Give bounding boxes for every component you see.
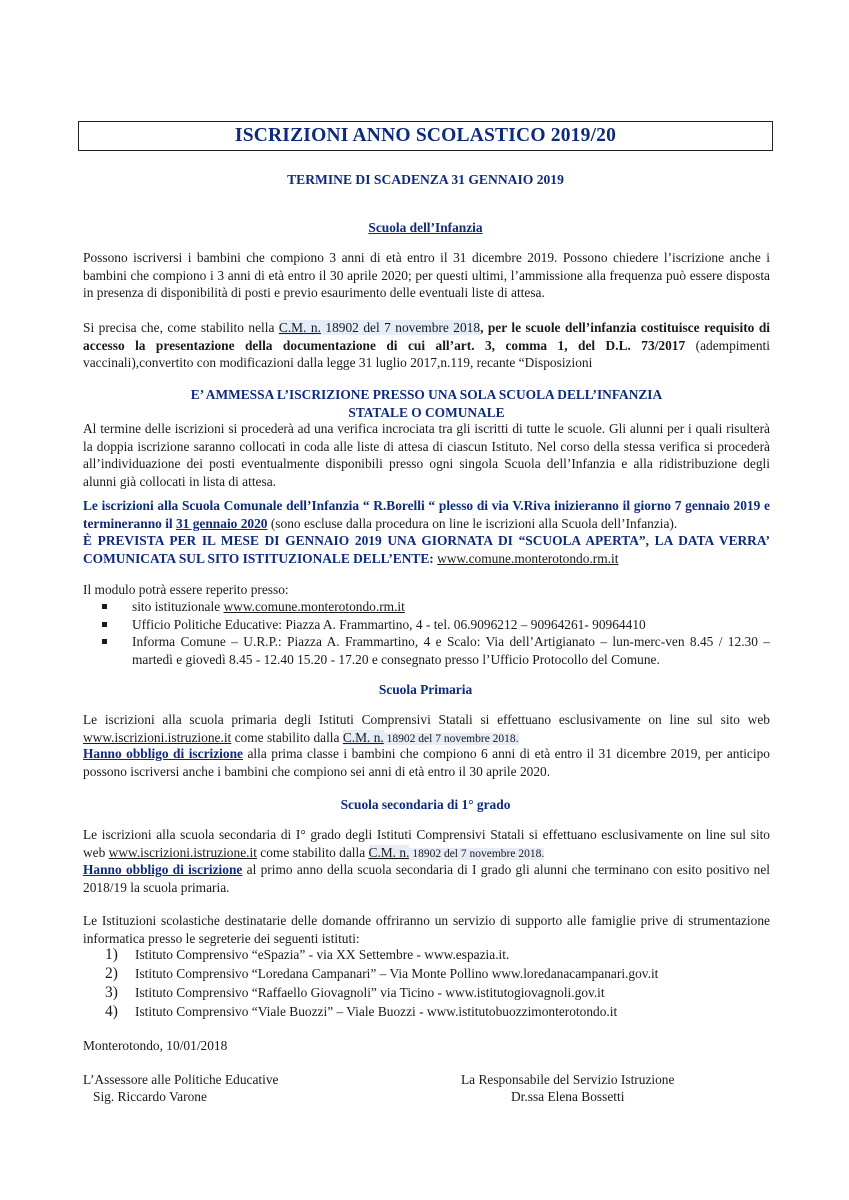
open-school-notice: È PREVISTA PER IL MESE DI GENNAIO 2019 UNA GIORNATA DI “SCUOLA APERTA”, LA DATA VERRA’ COMUNICATA SUL SITO ISTITUZIONALE DELL’ENTE: xyxy=(83,533,770,566)
item-text: sito istituzionale xyxy=(132,599,224,614)
infanzia-paragraph-vaccines xyxy=(83,319,770,372)
primaria-paragraph-online xyxy=(83,711,770,748)
list-item xyxy=(100,616,770,634)
iscrizioni-website-link[interactable]: www.iscrizioni.istruzione.it xyxy=(108,844,257,860)
infanzia-heading: Scuola dell’Infanzia xyxy=(368,220,483,235)
item-number: 3) xyxy=(105,984,118,1001)
square-bullet-icon xyxy=(102,604,107,609)
secondaria-paragraph-online xyxy=(83,826,770,863)
infanzia-paragraph-age: Possono iscriversi i bambini che compiono 3 anni di età entro il 31 dicembre 2019. Possono chiedere l’iscrizione anche i bambini che compiono i 3 anni di età entro il 30 aprile 2020; per questi ultimi, l’ammissione alla frequenza può essere disposta in presenza di disponibilità di posti e previo esaurimento delle eventuali liste di attesa. xyxy=(83,250,770,300)
signatory-role: La Responsabile del Servizio Istruzione xyxy=(461,1072,675,1087)
text-fragment: (adempimenti vaccinali),convertito con modificazioni dalla legge 31 luglio 2017,n.119, recante “Disposizioni xyxy=(83,337,770,370)
square-bullet-icon xyxy=(102,622,107,627)
circular-ref-number: 18902 del 7 novembre 2018 xyxy=(320,320,481,335)
title-box xyxy=(78,121,773,151)
text-fragment: alla prima classe i bambini che compiono 6 anni di età entro il 31 dicembre 2019, per anticipo possono iscriversi anche i bambini che compiono sei anni di età entro il 30 aprile 2020. xyxy=(83,746,770,779)
end-date: 31 gennaio 2020 xyxy=(175,515,268,531)
text-fragment: (sono escluse dalla procedura on line le iscrizioni alla Scuola dell’Infanzia). xyxy=(267,515,678,531)
borelli-paragraph xyxy=(83,497,770,567)
list-item xyxy=(100,633,770,668)
circular-ref-number: 18902 del 7 novembre 2018. xyxy=(383,732,519,745)
comune-website-link[interactable]: www.comune.monterotondo.rm.it xyxy=(223,599,405,614)
signatory-role: L’Assessore alle Politiche Educative xyxy=(83,1072,279,1087)
signatory-name: Dr.ssa Elena Bossetti xyxy=(511,1089,625,1104)
circular-ref: C.M. n. xyxy=(342,729,384,745)
item-text: Informa Comune – U.R.P.: Piazza A. Frammartino, 4 e Scalo: Via dell’Artigianato – lun-merc-ven 8.45 / 12.30 – martedì e giovedì 8.45 - 12.40 15.20 - 17.20 e consegnato presso l’Ufficio Protocollo del Comune. xyxy=(132,634,770,667)
secondaria-paragraph-obligation xyxy=(83,861,770,896)
institute-text: Istituto Comprensivo “Raffaello Giovagnoli” via Ticino - www.istitutogiovagnoli.gov.it xyxy=(135,985,605,1000)
vaccine-requirement: , per le scuole dell’infanzia costituisce requisito di accesso la presentazione della documentazione di cui all’art. 3, comma 1, del D.L. 73/2017 xyxy=(83,320,770,353)
text-fragment: Le iscrizioni alla scuola primaria degli Istituti Comprensivi Statali si effettuano esclusivamente on line sul sito web xyxy=(83,712,770,727)
infanzia-paragraph-verification: Al termine delle iscrizioni si procederà ad una verifica incrociata tra gli iscritti di tutte le scuole. Gli alunni per i quali risulterà la doppia iscrizione saranno collocati in coda alle liste di attesa di ciascun Istituto. Nel corso della stessa verifica si procederà all’individuazione dei posti eventualmente disponibili presso ogni singola Scuola dell’Infanzia e alla ridistribuzione degli alunni già collocati in lista di attesa. xyxy=(83,421,770,489)
notice-line: E’ AMMESSA L’ISCRIZIONE PRESSO UNA SOLA SCUOLA DELL’INFANZIA xyxy=(190,387,663,402)
item-number: 1) xyxy=(105,946,118,963)
deadline-subtitle: TERMINE DI SCADENZA 31 GENNAIO 2019 xyxy=(287,172,564,187)
document-title: ISCRIZIONI ANNO SCOLASTICO 2019/20 xyxy=(234,125,617,147)
support-paragraph: Le Istituzioni scolastiche destinatarie delle domande offriranno un servizio di supporto alle famiglie prive di strumentazione informatica presso le segreterie dei seguenti istituti: xyxy=(83,913,770,946)
institute-text: Istituto Comprensivo “eSpazia” - via XX Settembre - www.espazia.it. xyxy=(135,947,510,962)
signatory-name: Sig. Riccardo Varone xyxy=(93,1089,207,1104)
list-item xyxy=(105,983,770,1002)
obligation-label: Hanno obbligo di iscrizione xyxy=(83,862,243,877)
modulo-list xyxy=(100,598,770,668)
responsabile-signature-block xyxy=(461,1071,674,1105)
text-fragment: Si precisa che, come stabilito nella xyxy=(83,320,279,335)
item-text: Ufficio Politiche Educative: Piazza A. Frammartino, 4 - tel. 06.9096212 – 90964261- 90964410 xyxy=(132,616,646,632)
primaria-paragraph-obligation xyxy=(83,745,770,780)
text-fragment: Le iscrizioni alla scuola secondaria di I° grado degli Istituti Comprensivi Statali si effettuano esclusivamente on line sul sito web xyxy=(83,827,770,860)
institute-text: Istituto Comprensivo “Viale Buozzi” – Viale Buozzi - www.istitutobuozzimonterotondo.it xyxy=(135,1004,618,1019)
single-school-notice xyxy=(83,386,770,421)
secondaria-heading: Scuola secondaria di 1° grado xyxy=(340,797,511,812)
list-item xyxy=(105,945,770,964)
obligation-label: Hanno obbligo di iscrizione xyxy=(83,746,243,761)
iscrizioni-website-link[interactable]: www.iscrizioni.istruzione.it xyxy=(83,729,232,745)
square-bullet-icon xyxy=(102,639,107,644)
assessore-signature-block xyxy=(83,1071,278,1105)
notice-line: STATALE O COMUNALE xyxy=(348,404,505,420)
text-fragment: al primo anno della scuola secondaria di I grado gli alunni che terminano con esito positivo nel 2018/19 la scuola primaria. xyxy=(83,862,770,895)
list-item xyxy=(105,964,770,983)
primaria-heading: Scuola Primaria xyxy=(378,682,473,697)
borelli-dates: Le iscrizioni alla Scuola Comunale dell’Infanzia “ R.Borelli “ plesso di via V.Riva inizieranno il giorno 7 gennaio 2019 e termineranno il xyxy=(83,498,770,531)
text-fragment: come stabilito dalla xyxy=(256,844,369,860)
item-number: 2) xyxy=(105,965,118,982)
list-item xyxy=(100,598,770,616)
institute-text: Istituto Comprensivo “Loredana Campanari” – Via Monte Pollino www.loredanacampanari.gov.it xyxy=(135,966,659,981)
comune-website-link[interactable]: www.comune.monterotondo.rm.it xyxy=(437,550,619,566)
institutes-list xyxy=(105,945,770,1021)
place-date: Monterotondo, 10/01/2018 xyxy=(83,1038,228,1053)
text-fragment: come stabilito dalla xyxy=(231,729,343,745)
circular-ref-number: 18902 del 7 novembre 2018. xyxy=(409,847,545,860)
item-number: 4) xyxy=(105,1003,118,1020)
circular-ref: C.M. n. xyxy=(368,844,410,860)
modulo-intro: Il modulo potrà essere reperito presso: xyxy=(83,582,289,597)
circular-ref: C.M. n. xyxy=(278,320,321,335)
list-item xyxy=(105,1002,770,1021)
